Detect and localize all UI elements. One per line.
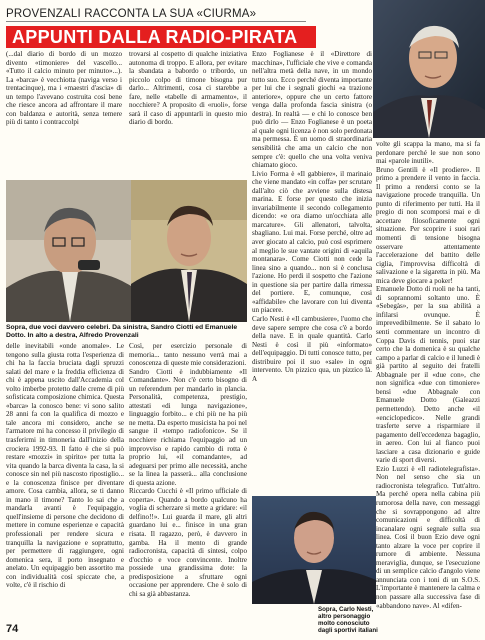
photo-carlo-nesti — [252, 496, 376, 604]
article-title: APPUNTI DALLA RADIO-PIRATA — [6, 26, 316, 48]
photo-emanuele-dotto — [131, 180, 247, 322]
article-column-2-bottom: Così, per esercizio personale di memoria... tanto nessuno verrà mai a conoscenza di queste mie considerazioni. Sandro Ciotti è indubbiamente «Il Comandante». Non c'è certo bisogno di un referendum per mandarlo in plancia. Personalità, competenza, prestigio, attestati «di lunga navigazione», linguaggio forbito... e chi più ne ha più ne metta. Da esperto musicista ha poi nel sangue il «tempo radiofonico». Se il nocchiere richiama l'equipaggio ad un improvviso e rapido cambio di rotta è proprio lui, «il comandante», ad adeguarsi per primo alle necessità, anche se la linea la passerà... alla conclusione di questa azione. Riccardo Cucchi è «Il primo ufficiale di coperta». Quando a bordo qualcuno ha voglia di scherzare si mette a gridare: «il delfino!!». Lui guarda il mare, gli altri guardano lui e... finisce in una gran risata. Il ragazzo, però, è davvero in gamba. Ha il mento di grande radiocronista, capacità di sintesi, colpo d'occhio e voce convincente. Inoltre possiede una grandissima dote: la predisposizione a sfruttare ogni occasione per apprendere. Che è solo di chi sa già abbastanza. — [129, 342, 247, 598]
photo-caption-ciotti-dotto: Sopra, due voci davvero celebri. Da sinistra, Sandro Ciotti ed Emanuele Dotto. In alto a destra, Alfredo Provenzali — [6, 324, 238, 339]
photo-sandro-ciotti — [6, 180, 131, 322]
article-column-1-top: (...dal diario di bordo di un mozzo divento «timoniere» del vascello... «Tutto il calcio minuto per minuto»...). La «barca» è vecchiotta (naviga verso i trentacinque), ma i «maestri d'ascia» di un tempo l'avevano costruita così bene che riesce ancora ad affrontare il mare con baldanza e autorità, senza temere più di tanto i contraccolpi — [6, 50, 122, 127]
article-column-2-top: trovarsi al cospetto di qualche iniziativa autonoma di troppo. E allora, per evitare la sbandata a babordo o tribordo, un piccolo colpo di timone bisogna pur darlo... Altrimenti, cosa ci starebbe a fare, nelle «tabelle di armamento», il nocchiere? A proposito di «ruoli», forse sarà il caso di appuntarli in questo mio diario di bordo. — [129, 50, 247, 127]
photo-caption-carlo-nesti: Sopra, Carlo Nesti, altro personaggio molto conosciuto dagli sportivi italiani — [318, 606, 378, 634]
page-number: 74 — [6, 623, 19, 635]
article-kicker: PROVENZALI RACCONTA LA SUA «CIURMA» — [6, 8, 306, 22]
article-column-1-bottom: delle inevitabili «onde anomale». Le tengono sulla giusta rotta l'esperienza di chi ha la faccia bruciata dagli spruzzi salati del mare e la freddia efficienza di chi è appena uscito dall'Accademia col volto imberbe protetto dalle creme di più sofisticata composizione chimica. Questa «barca» la conosco bene: vi sono salito 28 anni fa con la qualifica di mozzo e tale ancora mi considero, anche se l'armatore mi ha concesso il privilegio di trasferirmi in timoneria dall'inizio della crociera 1992-93. Il fatto è che si può restare «mozzi» in spirito» per tutta la vita quando la barca diventa la casa, la si conosce sin nel più nascosto ripostiglio... e la conoscenza finisce per diventare amore. Cosa cambia, allora, se ti danno in mano il timone? Tanto lo sai che a mandarla avanti è l'equipaggio, quell'insieme di persone che decidono di mettere in comune esperienze e capacità professionali per rendere sicura e tranquilla la navigazione e soprattutto, per permettere di raggiungere, ogni domenica sera, il porto insegnato e anelato. Un equipaggio ben assortito ma con individualità così spiccate che, a volte, c'è il rischio di — [6, 342, 124, 590]
article-column-3: Enzo Foglianese è il «Direttore di macchina», l'ufficiale che vive e comanda nell'altra metà della nave, in un mondo tutto suo. Ecco perché diventa importante per lui che i segnali giochi «a trazione anteriore», oppure che un certo fattore venga dalla profonda fascia sinistra (o destra). In realtà — e chi lo conosce ben può dirlo — Enzo Foglianese è un poeta al quale ogni licenza è non solo perdonata ma permessa. È un uomo di straordinaria sensibilità che ama un calcio che non sempre c'è: quello che una volta veniva chiamato gioco. Livio Forma è «Il gabbiere», il marinaio che viene mandato «in coffa» per scrutare dall'alto ciò che avviene sulla distesa marina. E forse per questo che inizia invariabilmente il secondo collegamento dicendo: «e ora diamo un'occhiata alle marcature». Gli allenatori, talvolta, sbagliano. Lui mai. Forse perché, oltre ad aver giocato al calcio, può così esprimere al meglio le sue vantate origini di «aquila montanara». Come Ciotti non cede la linea sino a quando... non si è conclusa l'azione. Ho perdi il sospetto che l'azione in questione sia per partire dalla rimessa del portiere. E, comunque, così «affidabile» che lavorare con lui diventa un piacere. Carlo Nesti è «Il cambusiere», l'uomo che deve sapere sempre che cosa c'è a bordo della nave. E in quale quantità. Carlo Nesti è così il più «informato» dell'equipaggio. Di tutti conosce tutto, per distribuire poi il suo «sale» in ogni intervento. Un pizzico qua, un pizzico là. A — [252, 50, 372, 383]
photo-alfredo-provenzali — [373, 0, 485, 138]
article-column-4: volte gli scappa la mano, ma si fa perdonare perché le sue non sono mai «parole inutili». Bruno Gentili è «Il prodiere». Il primo a prendere il vento in faccia. Il primo a rendersi conto se la navigazione procede tranquilla. Un punto di riferimento per tutti. Ha il pregio di non scomporsi mai e di accettare filosoficamente ogni situazione. Per scoprire i suoi rari momenti di tensione bisogna osservare attentamente l'accelerazione del battito delle ciglia, l'improvvisa difficoltà di salivazione e la sigaretta in più. Ma mica deve giocare a poker! Emanuele Dotto di ruoli ne ha tanti, di soprannomi soltanto uno. È «Sebegàs», per la sua abilità a infilarsi ovunque. È imprevedibilmente. Se il sabato lo senti commentare un incontro di Coppa Davis di tennis, puoi star certo che la domenica è su qualche campo a parlar di calcio e il lunedì è già partito al seguito dei fratelli Abbagnale per il «due con», che non significa «due con timoniere» bensì «due Abbagnale con Emanuele Dotto (Galeazzi permettendo). Detto anche «il «enciclopedico». Nelle grandi trasferte serve a risparmiare il pagamento dell'eccedenza bagaglio, in aereo. Con lui al fianco puoi lasciare a casa dizionario e guide varie di sport diversi. Ezio Luzzi è «Il radiotelegrafista». Non nel senso che sia un radiocronista telegrafico. Tutt'altro. Ma perché opera nella cabina più rumorosa della nave, con messaggi che si sovrappongono ad altre comunicazioni e difficoltà di incanalare ogni segnale sulla sua linea. Così il buon Ezio deve ogni tanto alzare la voce per coprire il rumore di ambiente. Nessuna meraviglia, dunque, se l'esecuzione di un semplice calcio d'angolo viene annunciata con i toni di un S.O.S. L'importante è mantenere la calma e non passare alla successiva fase di «abbandono nave». Al «difen- — [376, 140, 480, 610]
